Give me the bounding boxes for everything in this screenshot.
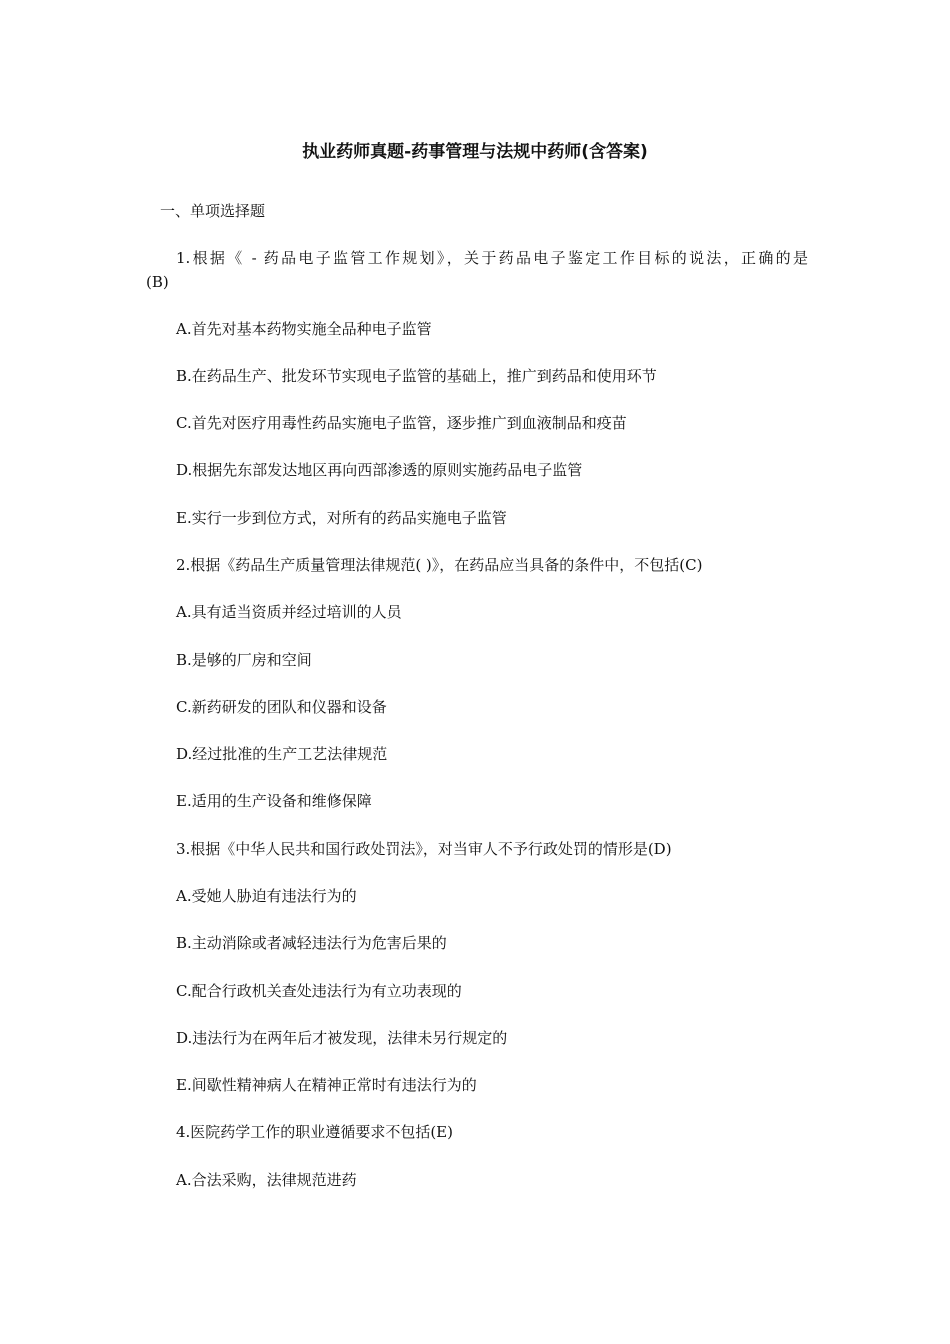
- question-1-option-e: E.实行一步到位方式，对所有的药品实施电子监管: [176, 509, 507, 527]
- question-2-option-e: E.适用的生产设备和维修保障: [176, 792, 372, 810]
- section-heading: 一、单项选择题: [160, 202, 266, 220]
- question-1-option-a: A.首先对基本药物实施全品种电子监管: [176, 320, 432, 338]
- question-1-answer: (B): [146, 273, 169, 291]
- question-2-stem: 2.根据《药品生产质量管理法律规范( )》，在药品应当具备的条件中，不包括(C): [176, 556, 703, 574]
- question-3-option-b: B.主动消除或者减轻违法行为危害后果的: [176, 934, 447, 952]
- question-2-option-c: C.新药研发的团队和仪器和设备: [176, 698, 387, 716]
- question-3-option-c: C.配合行政机关查处违法行为有立功表现的: [176, 982, 462, 1000]
- question-1-option-b: B.在药品生产、批发环节实现电子监管的基础上，推广到药品和使用环节: [176, 367, 657, 385]
- question-1-option-c: C.首先对医疗用毒性药品实施电子监管，逐步推广到血液制品和疫苗: [176, 414, 627, 432]
- question-3-option-e: E.间歇性精神病人在精神正常时有违法行为的: [176, 1076, 477, 1094]
- question-3-stem: 3.根据《中华人民共和国行政处罚法》，对当审人不予行政处罚的情形是(D): [176, 840, 672, 858]
- question-1-stem: 1.根据《 - 药品电子监管工作规划》，关于药品电子鉴定工作目标的说法，正确的是: [176, 249, 808, 267]
- question-2-option-b: B.是够的厂房和空间: [176, 651, 312, 669]
- question-1-option-d: D.根据先东部发达地区再向西部渗透的原则实施药品电子监管: [176, 461, 583, 479]
- question-4-option-a: A.合法采购，法律规范进药: [176, 1171, 357, 1189]
- question-2-option-a: A.具有适当资质并经过培训的人员: [176, 603, 402, 621]
- question-2-option-d: D.经过批准的生产工艺法律规范: [176, 745, 388, 763]
- question-3-option-a: A.受她人胁迫有违法行为的: [176, 887, 357, 905]
- document-title: 执业药师真题-药事管理与法规中药师(含答案): [302, 142, 648, 162]
- question-3-option-d: D.违法行为在两年后才被发现，法律未另行规定的: [176, 1029, 508, 1047]
- question-4-stem: 4.医院药学工作的职业遵循要求不包括(E): [176, 1123, 453, 1141]
